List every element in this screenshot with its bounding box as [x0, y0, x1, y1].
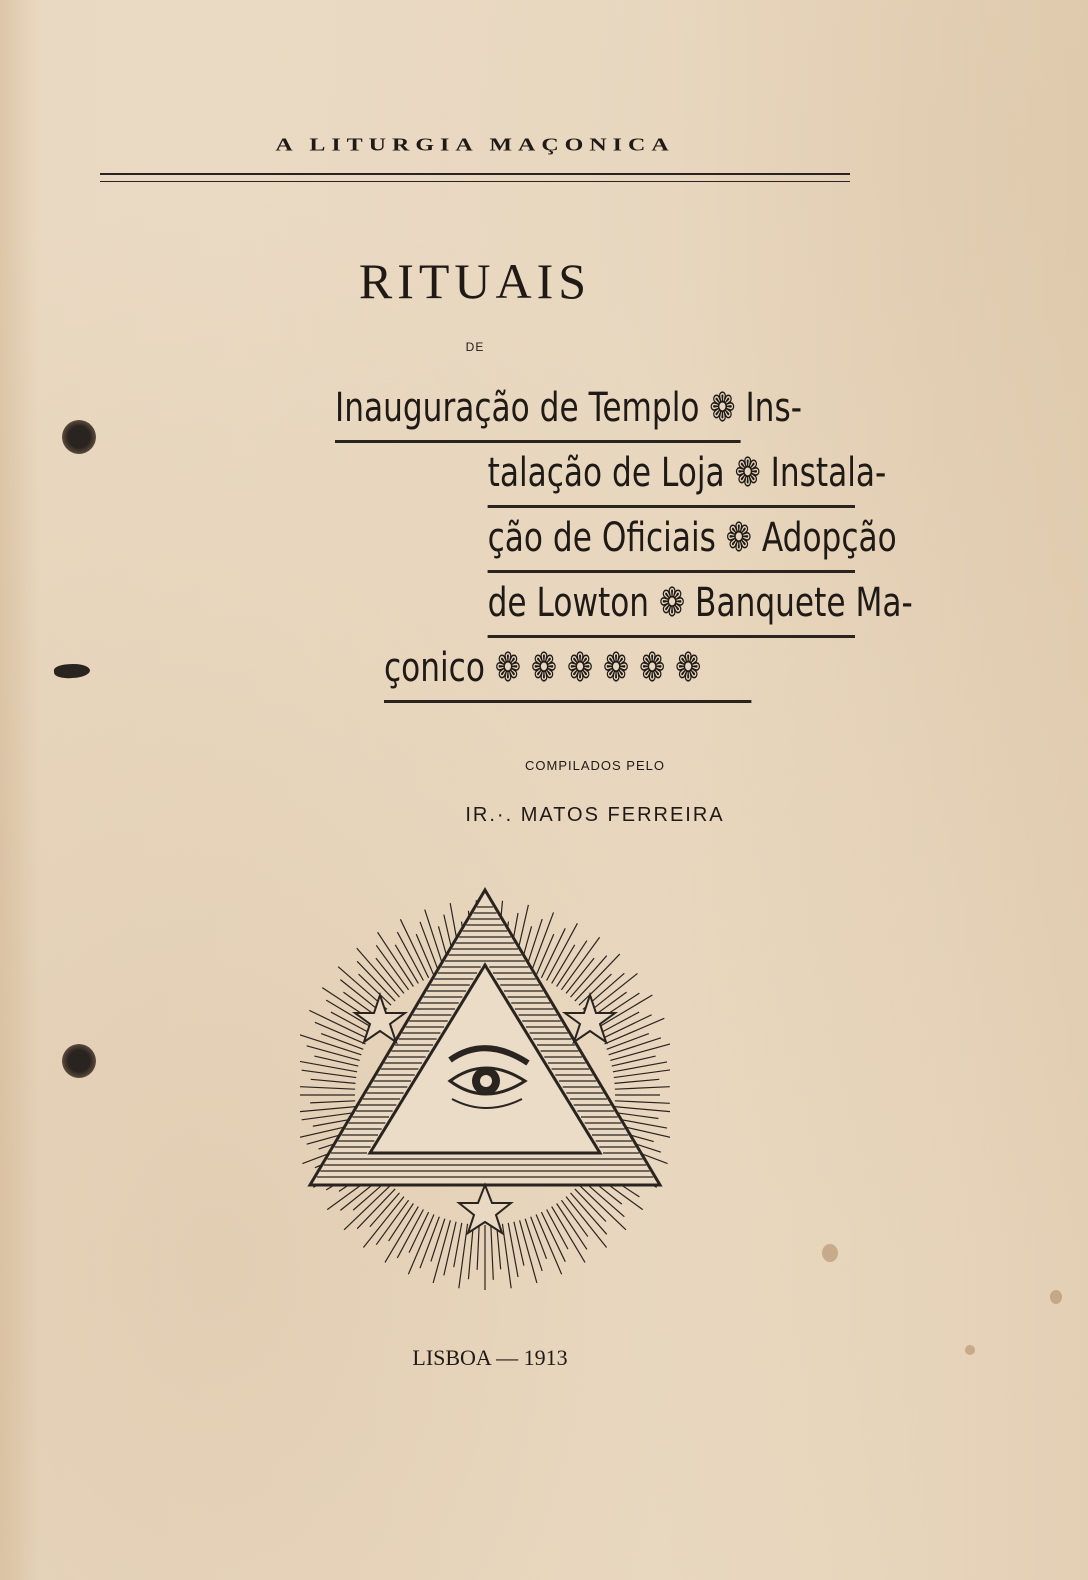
- subject-list: [335, 382, 913, 707]
- series-header: [100, 132, 850, 182]
- punch-hole-top: [62, 420, 96, 454]
- title-connector: DE: [465, 340, 485, 354]
- series-title: A LITURGIA MAÇONICA: [275, 135, 675, 155]
- punch-hole-bottom: [62, 1044, 96, 1078]
- imprint-place-year: LISBOA — 1913: [412, 1345, 568, 1370]
- main-title: RITUAIS: [358, 253, 592, 309]
- subject-line: çonico ❁ ❁ ❁ ❁ ❁ ❁: [384, 642, 751, 703]
- foxing-spot: [965, 1345, 975, 1355]
- paper-tear: [54, 663, 91, 679]
- subject-line: Inauguração de Templo ❁ Ins-: [335, 382, 741, 443]
- compiled-by-label: COMPILADOS PELO: [525, 758, 665, 773]
- foxing-spot: [822, 1244, 838, 1262]
- foxing-spot: [1050, 1290, 1062, 1304]
- author-name: IR.·. MATOS FERREIRA: [465, 804, 725, 826]
- subject-line: talação de Loja ❁ Instala-: [488, 447, 855, 508]
- all-seeing-eye-triangle-icon: [300, 885, 670, 1305]
- subject-line: de Lowton ❁ Banquete Ma-: [488, 577, 855, 638]
- subject-line: ção de Oficiais ❁ Adopção: [488, 512, 855, 573]
- double-rule: [100, 173, 850, 182]
